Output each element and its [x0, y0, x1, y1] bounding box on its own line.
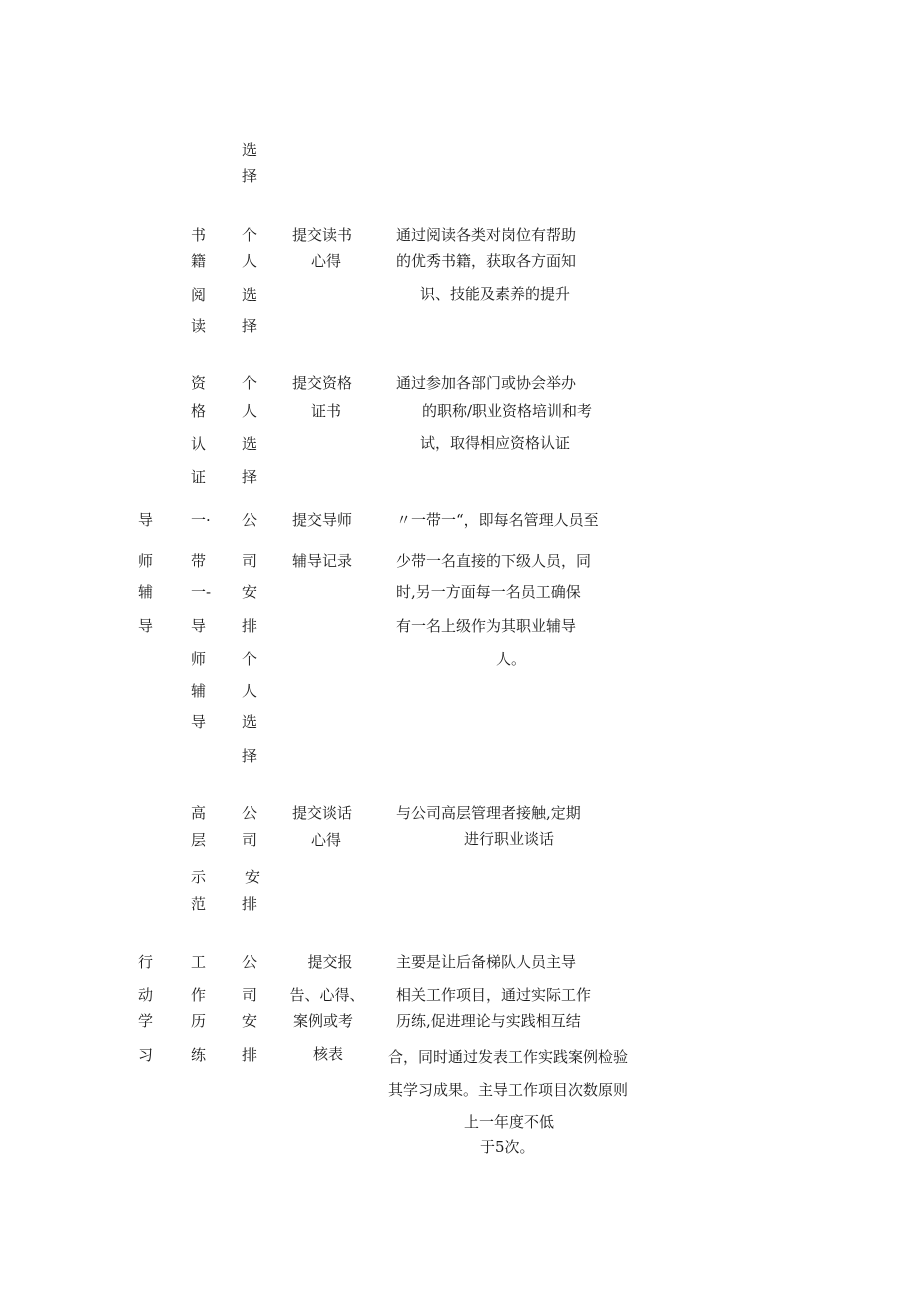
deliverable-cell: 提交导师 — [291, 511, 353, 529]
method-cell: 练 — [191, 1046, 207, 1064]
method-cell: 层 — [191, 831, 207, 849]
assign-cell: 选 — [242, 713, 258, 731]
description-cell: 通过阅读各类对岗位有帮助 — [396, 226, 577, 244]
method-cell: 阅 — [191, 286, 207, 304]
method-cell: 作 — [191, 986, 207, 1004]
method-cell: 示 — [191, 868, 207, 886]
method-cell: 书 — [191, 226, 207, 244]
assign-cell: 个 — [242, 226, 258, 244]
method-cell: 读 — [191, 317, 207, 335]
assign-cell: 人 — [242, 252, 258, 270]
method-cell: 带 — [191, 552, 207, 570]
assign-cell: 司 — [242, 831, 258, 849]
method-cell: 籍 — [191, 252, 207, 270]
description-cell: 通过参加各部门或协会举办 — [396, 374, 577, 392]
assign-cell: 选 — [242, 286, 258, 304]
assign-cell: 公 — [242, 804, 258, 822]
assign-cell: 排 — [242, 1046, 258, 1064]
method-cell: 工 — [191, 953, 207, 971]
description-cell: 的优秀书籍，获取各方面知 — [396, 252, 577, 270]
method-cell: 格 — [191, 402, 207, 420]
deliverable-cell: 提交谈话 — [291, 804, 353, 822]
assign-cell: 个 — [242, 650, 258, 668]
assign-cell: 司 — [242, 986, 258, 1004]
assign-cell: 安 — [242, 1012, 258, 1030]
assign-cell: 个 — [242, 374, 258, 392]
deliverable-cell: 提交资格 — [291, 374, 353, 392]
description-cell: 的职称/职业资格培训和考 — [422, 402, 593, 420]
deliverable-cell: 案例或考 — [292, 1012, 354, 1030]
category-cell: 习 — [138, 1046, 154, 1064]
description-cell: 相关工作项目，通过实际工作 — [396, 986, 592, 1004]
method-cell: 一- — [191, 583, 212, 601]
description-cell: 试，取得相应资格认证 — [420, 434, 571, 452]
assign-cell: 司 — [242, 552, 258, 570]
assign-cell: 择 — [242, 747, 258, 765]
category-cell: 行 — [138, 953, 154, 971]
assign-cell: 择 — [242, 468, 258, 486]
method-cell: 资 — [191, 374, 207, 392]
assign-cell: 公 — [242, 953, 258, 971]
assign-cell: 择 — [242, 317, 258, 335]
method-cell: 师 — [191, 650, 207, 668]
category-cell: 师 — [138, 552, 154, 570]
method-cell: 导 — [191, 617, 207, 635]
method-cell: 证 — [191, 468, 207, 486]
description-cell: 合，同时通过发表工作实践案例检验 — [388, 1048, 629, 1066]
description-cell: 主要是让后备梯队人员主导 — [396, 953, 577, 971]
category-cell: 学 — [138, 1012, 154, 1030]
method-cell: 高 — [191, 804, 207, 822]
deliverable-cell: 告、心得、 — [289, 986, 365, 1004]
deliverable-cell: 提交读书 — [291, 226, 353, 244]
assign-cell: 公 — [242, 511, 258, 529]
method-cell: 一· — [191, 511, 211, 529]
deliverable-cell: 核表 — [312, 1045, 344, 1063]
description-cell: 上一年度不低 — [464, 1113, 555, 1131]
category-cell: 辅 — [138, 583, 154, 601]
category-cell: 导 — [138, 617, 154, 635]
assign-cell: 安 — [242, 583, 258, 601]
method-cell: 导 — [191, 713, 207, 731]
method-cell: 历 — [191, 1012, 207, 1030]
description-cell: 〃一带一“，即每名管理人员至 — [396, 511, 599, 529]
description-cell: 有一名上级作为其职业辅导 — [396, 617, 577, 635]
deliverable-cell: 心得 — [310, 252, 342, 270]
description-cell: 进行职业谈话 — [464, 830, 555, 848]
description-cell: 其学习成果。主导工作项目次数原则 — [388, 1081, 629, 1099]
deliverable-cell: 提交报 — [307, 953, 353, 971]
description-cell: 识、技能及素养的提升 — [420, 285, 571, 303]
description-cell: 于5次。 — [480, 1138, 535, 1156]
description-cell: 与公司高层管理者接触,定期 — [396, 804, 581, 822]
assign-cell: 人 — [242, 682, 258, 700]
method-cell: 认 — [191, 435, 207, 453]
category-cell: 导 — [138, 511, 154, 529]
assign-cell: 安 — [245, 868, 261, 886]
method-cell: 范 — [191, 895, 207, 913]
assign-cell: 选 — [242, 435, 258, 453]
deliverable-cell: 心得 — [310, 831, 342, 849]
description-cell: 少带一名直接的下级人员，同 — [396, 552, 592, 570]
deliverable-cell: 证书 — [310, 402, 342, 420]
deliverable-cell: 辅导记录 — [291, 552, 353, 570]
assign-cell: 人 — [242, 402, 258, 420]
assign-cell: 选 — [242, 141, 258, 159]
category-cell: 动 — [138, 986, 154, 1004]
assign-cell: 排 — [242, 617, 258, 635]
description-cell: 历练,促进理论与实践相互结 — [396, 1012, 581, 1030]
description-cell: 人。 — [496, 650, 527, 668]
assign-cell: 排 — [242, 895, 258, 913]
method-cell: 辅 — [191, 682, 207, 700]
assign-cell: 择 — [242, 167, 258, 185]
description-cell: 时,另一方面每一名员工确保 — [396, 583, 581, 601]
